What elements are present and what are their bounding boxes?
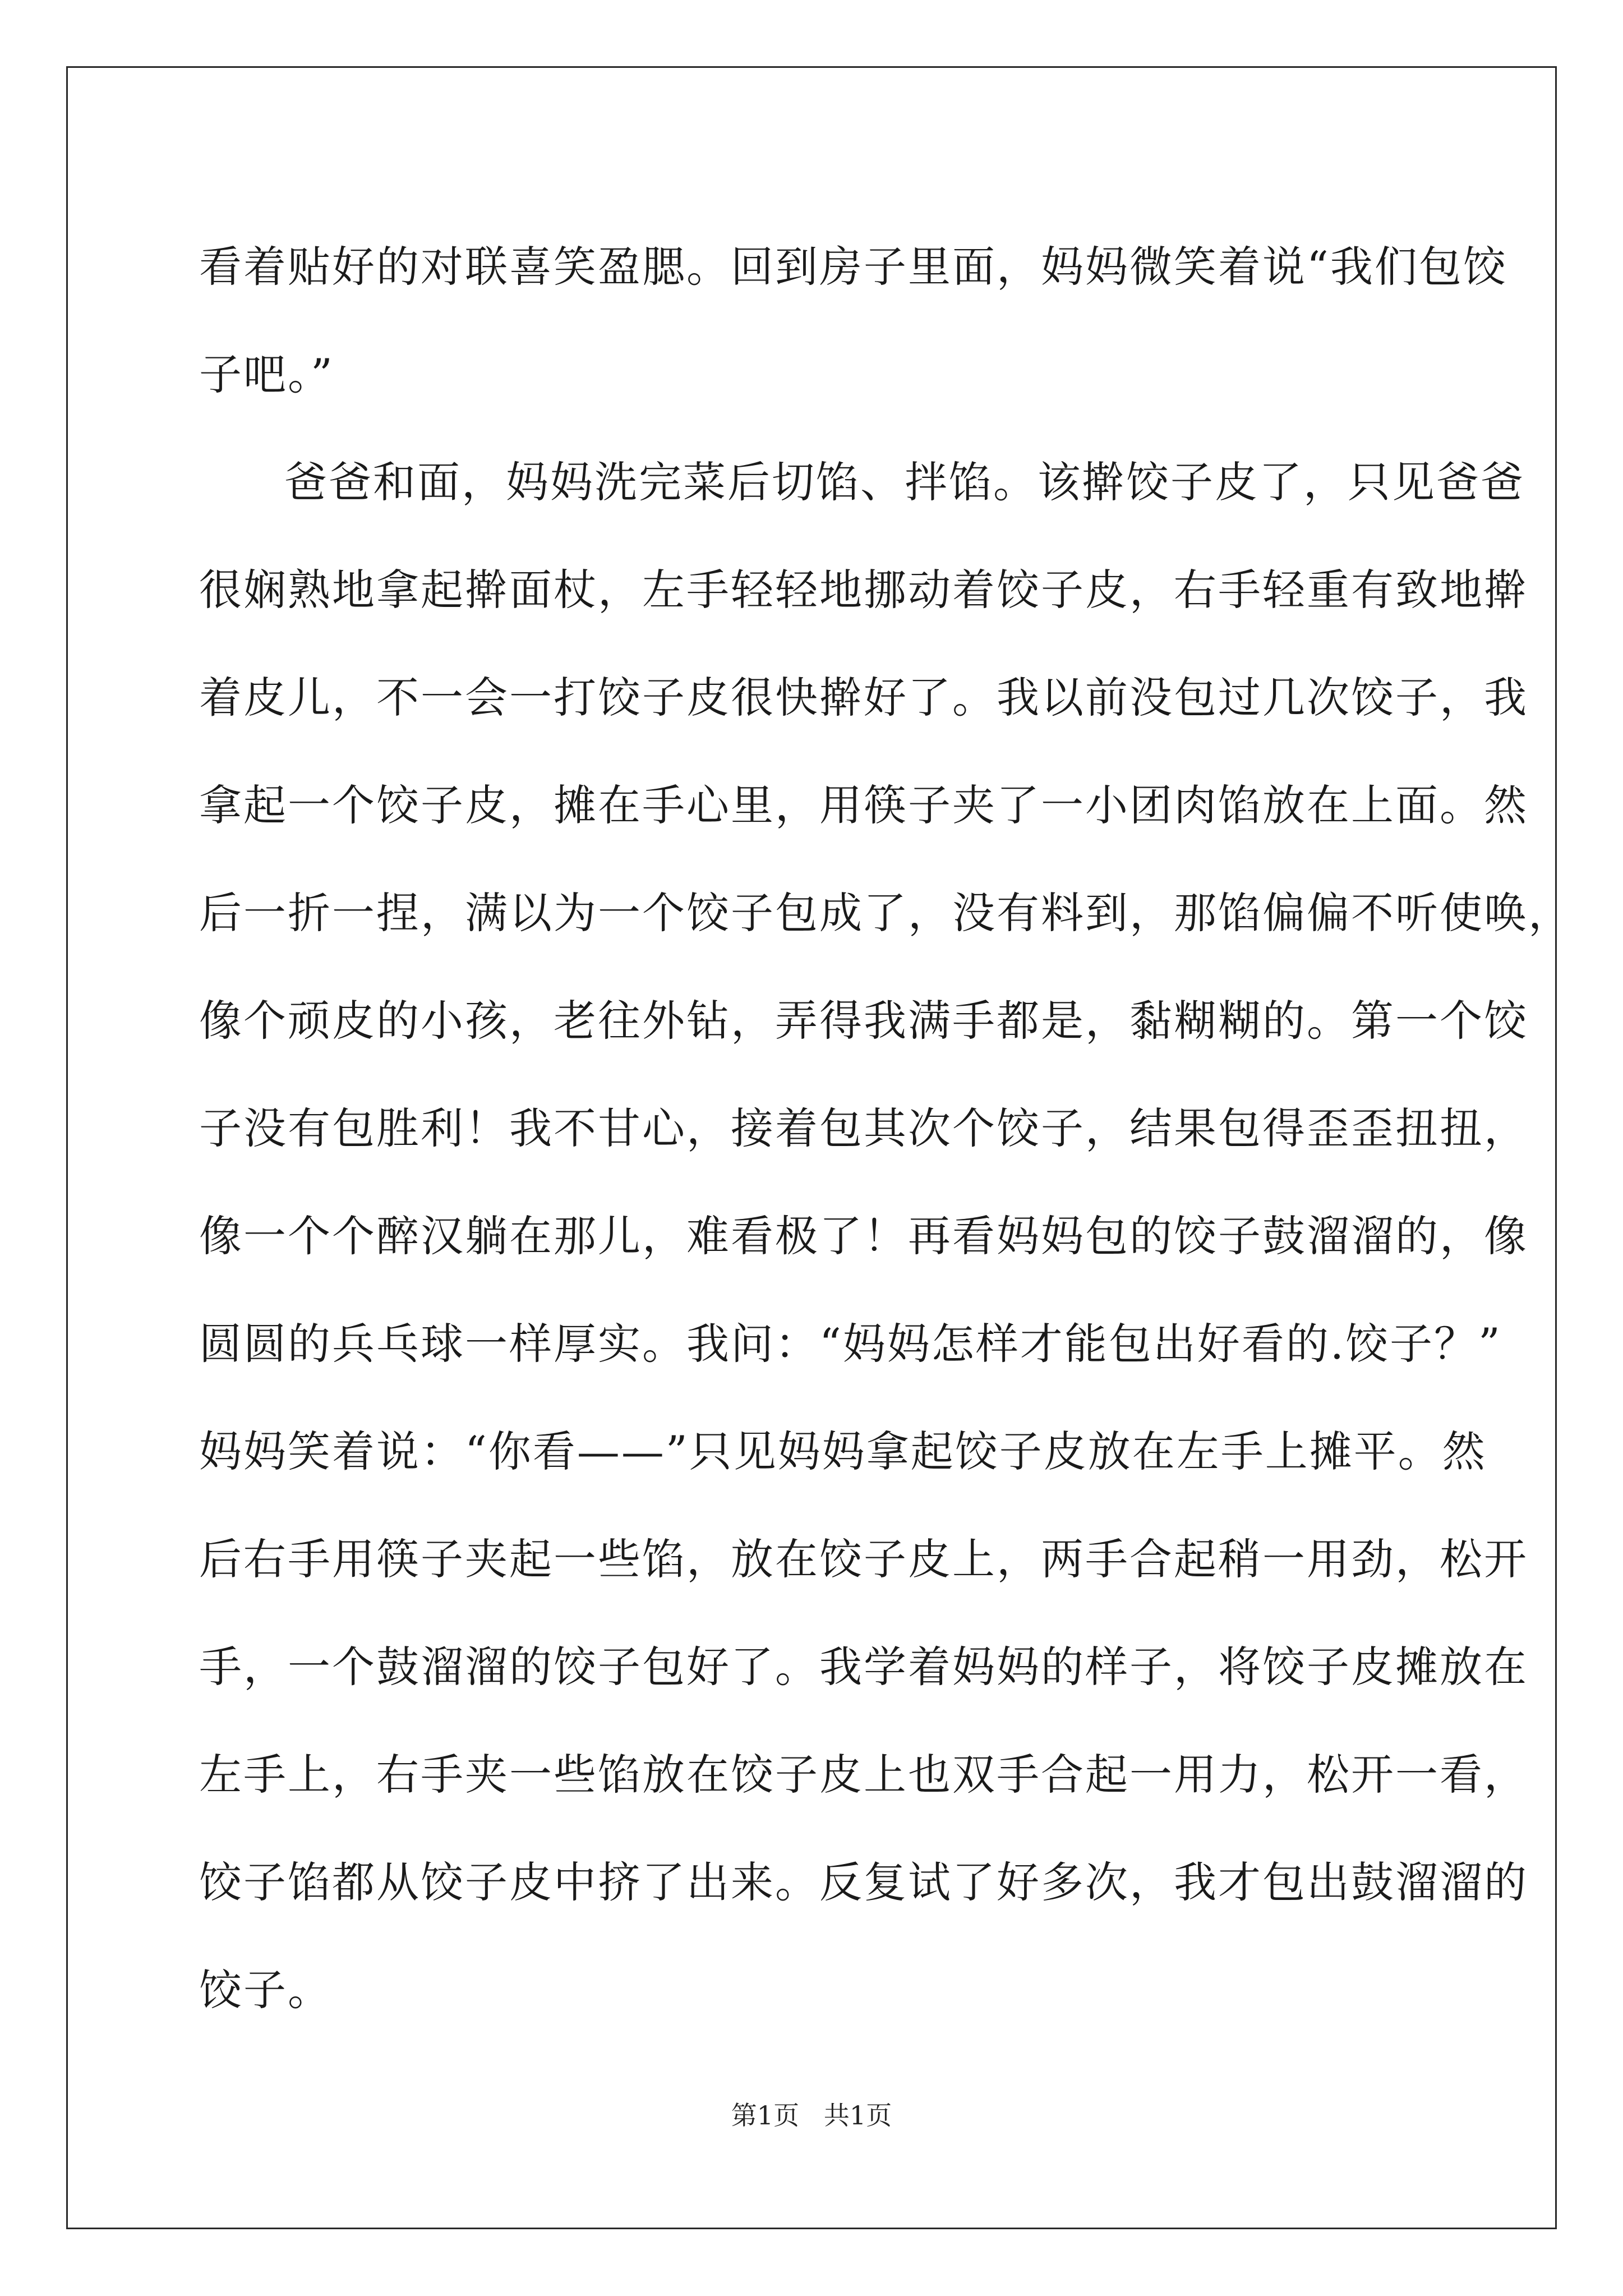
text-line: 妈妈笑着说：“你看——”只见妈妈拿起饺子皮放在左手上摊平。然	[199, 1427, 1487, 1476]
document-body	[199, 213, 1573, 2044]
text-line: 饺子。	[199, 1965, 332, 2015]
text-line: 着皮儿，不一会一打饺子皮很快擀好了。我以前没包过几次饺子，我	[199, 673, 1528, 723]
text-line: 拿起一个饺子皮，摊在手心里，用筷子夹了一小团肉馅放在上面。然	[199, 780, 1528, 830]
text-line: 子没有包胜利！我不甘心，接着包其次个饺子，结果包得歪歪扭扭，	[199, 1103, 1528, 1153]
text-line: 像个顽皮的小孩，老往外钻，弄得我满手都是，黏糊糊的。第一个饺	[199, 996, 1528, 1046]
text-line: 左手上，右手夹一些馅放在饺子皮上也双手合起一用力，松开一看，	[199, 1750, 1528, 1800]
text-line: 圆圆的兵乓球一样厚实。我问：“妈妈怎样才能包出好看的.饺子？”	[199, 1319, 1502, 1369]
text-line: 子吧。”	[199, 349, 334, 399]
text-line: 很娴熟地拿起擀面杖，左手轻轻地挪动着饺子皮，右手轻重有致地擀	[199, 565, 1528, 615]
text-line: 手，一个鼓溜溜的饺子包好了。我学着妈妈的样子，将饺子皮摊放在	[199, 1642, 1528, 1692]
text-line: 像一个个醉汉躺在那儿，难看极了！再看妈妈包的饺子鼓溜溜的，像	[199, 1211, 1528, 1261]
text-line: 看着贴好的对联喜笑盈腮。回到房子里面，妈妈微笑着说“我们包饺	[199, 242, 1507, 292]
text-line: 后右手用筷子夹起一些馅，放在饺子皮上，两手合起稍一用劲，松开	[199, 1534, 1528, 1584]
paragraph-start-line: 爸爸和面，妈妈洗完菜后切馅、拌馅。该擀饺子皮了，只见爸爸	[284, 457, 1525, 507]
page-number-footer: 第1页 共1页	[731, 2100, 892, 2131]
text-line: 后一折一捏，满以为一个饺子包成了，没有料到，那馅偏偏不听使唤，	[199, 888, 1573, 938]
text-line: 饺子馅都从饺子皮中挤了出来。反复试了好多次，我才包出鼓溜溜的	[199, 1857, 1528, 1907]
